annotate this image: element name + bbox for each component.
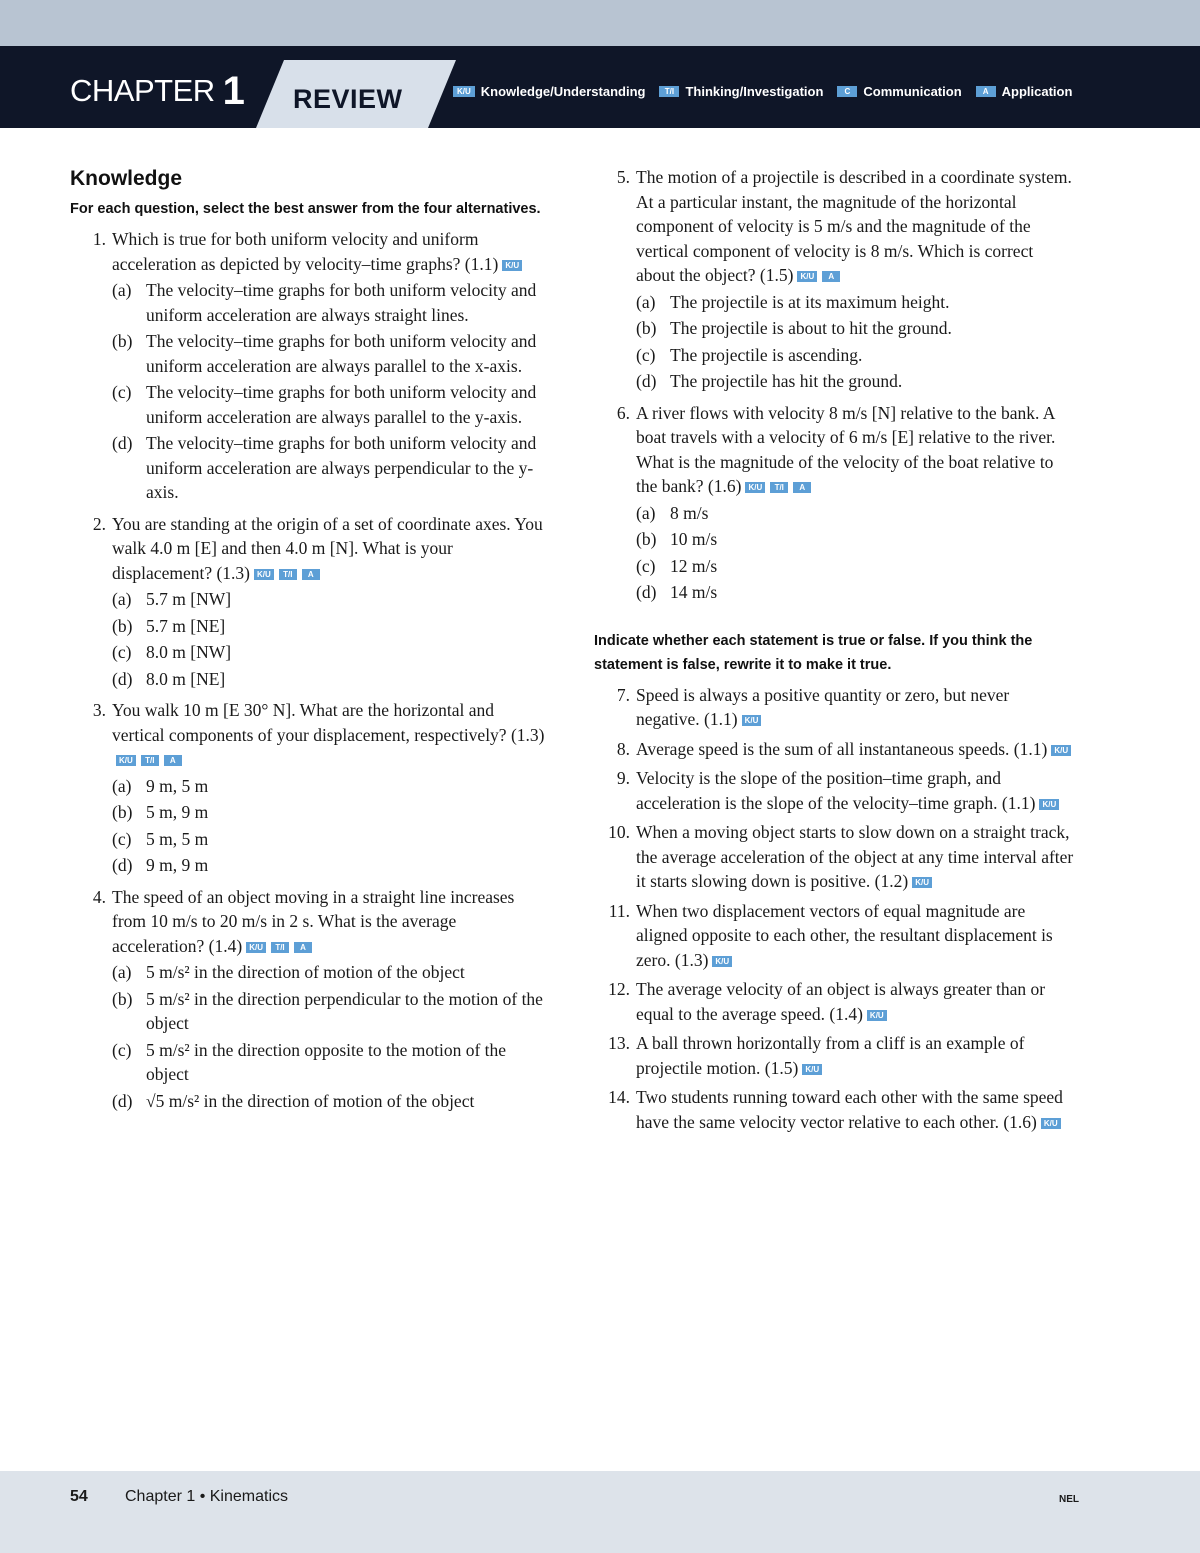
option-text: 5 m/s² in the direction opposite to the motion of the object <box>146 1039 507 1084</box>
option-label: (a) <box>112 962 132 982</box>
option-text: 14 m/s <box>670 582 718 602</box>
footer-band <box>0 1471 1200 1553</box>
option-label: (d) <box>112 855 133 875</box>
chapter-heading <box>0 54 270 128</box>
ti-tag: T/I <box>271 942 289 953</box>
option-label: (d) <box>112 433 133 453</box>
ku-tag: K/U <box>867 1010 887 1021</box>
legend-item <box>976 84 1073 99</box>
question-6 <box>594 401 1074 607</box>
option-d <box>112 431 550 505</box>
question-text: Which is true for both uniform velocity and uniform acceleration as depicted by velocity–time graphs? (1.1) <box>112 229 499 274</box>
option-label: (b) <box>112 615 133 636</box>
review-label: REVIEW <box>293 84 403 114</box>
option-d <box>636 369 1074 394</box>
question-text: When two displacement vectors of equal magnitude are aligned opposite to each other, the resultant displacement is zero. (1.3) <box>636 900 1053 970</box>
question-number: 12. <box>608 979 630 999</box>
question-number: 6. <box>616 402 630 423</box>
right-column <box>594 165 1074 1139</box>
question-14 <box>594 1085 1074 1134</box>
option-text: 5 m/s² in the direction perpendicular to the motion of the object <box>146 988 543 1033</box>
top-strip <box>0 0 1200 46</box>
option-label: (b) <box>112 331 133 351</box>
option-label: (a) <box>636 291 656 312</box>
option-text: The projectile is about to hit the ground. <box>670 318 952 338</box>
ti-tag: T/I <box>659 86 679 97</box>
question-text: When a moving object starts to slow down on a straight track, the average acceleration of the object at any time interval after it starts slowing down is positive. (1.2) <box>636 822 1074 891</box>
option-b <box>112 987 550 1036</box>
category-legend <box>453 84 1086 99</box>
a-tag: A <box>302 569 320 580</box>
question-number: 5. <box>616 167 630 187</box>
question-1 <box>70 227 550 507</box>
ku-tag: K/U <box>246 942 266 953</box>
question-text: Average speed is the sum of all instantaneous speeds. (1.1) <box>636 738 1048 759</box>
chapter-label: CHAPTER <box>70 73 215 108</box>
ti-tag: T/I <box>770 482 788 493</box>
ku-tag: K/U <box>254 569 274 580</box>
option-label: (b) <box>112 988 133 1009</box>
question-12 <box>594 977 1074 1026</box>
option-label: (c) <box>112 642 132 662</box>
a-tag: A <box>822 271 840 282</box>
question-number: 1. <box>92 229 106 249</box>
option-label: (c) <box>112 828 132 849</box>
ku-tag: K/U <box>116 755 136 766</box>
option-label: (a) <box>112 589 132 609</box>
c-tag: C <box>837 86 857 97</box>
option-text: 10 m/s <box>670 529 718 549</box>
option-d <box>112 1089 550 1114</box>
option-a <box>636 290 1074 315</box>
question-number: 4. <box>92 886 106 907</box>
question-text: A ball thrown horizontally from a cliff is an example of projectile motion. (1.5) <box>636 1033 1025 1078</box>
legend-label: Application <box>1001 84 1073 99</box>
option-label: (d) <box>112 668 133 689</box>
option-d <box>636 580 1074 605</box>
question-8 <box>594 737 1074 762</box>
left-column <box>70 165 550 1120</box>
question-2 <box>70 512 550 694</box>
option-c <box>636 343 1074 368</box>
a-tag: A <box>294 942 312 953</box>
option-label: (c) <box>112 1039 132 1060</box>
question-number: 11. <box>608 900 630 921</box>
option-text: 5 m/s² in the direction of motion of the object <box>146 962 465 982</box>
option-label: (d) <box>636 582 657 602</box>
question-3 <box>70 698 550 880</box>
legend-item <box>659 84 823 99</box>
option-c <box>112 640 550 665</box>
chapter-number: 1 <box>222 68 245 113</box>
option-text: The velocity–time graphs for both uniform velocity and uniform acceleration are always straight lines. <box>146 280 537 325</box>
option-a <box>112 960 550 985</box>
option-c <box>112 380 550 429</box>
ku-tag: K/U <box>1039 799 1059 810</box>
option-text: 5 m, 5 m <box>146 828 209 849</box>
a-tag: A <box>976 86 996 97</box>
option-label: (d) <box>636 371 657 391</box>
option-label: (c) <box>636 555 656 576</box>
question-text: The average velocity of an object is always greater than or equal to the average speed. (1.4) <box>636 979 1046 1024</box>
mc-instruction: For each question, select the best answer from the four alternatives. <box>70 201 541 217</box>
question-7 <box>594 683 1074 732</box>
question-number: 3. <box>92 700 106 720</box>
question-number: 9. <box>616 768 630 788</box>
legend-item <box>453 84 645 99</box>
publisher-mark: NEL <box>1059 1494 1079 1505</box>
question-number: 14. <box>608 1087 630 1107</box>
option-c <box>112 827 550 852</box>
option-a <box>636 501 1074 526</box>
ku-tag: K/U <box>502 260 522 271</box>
question-9 <box>594 766 1074 815</box>
question-number: 8. <box>616 738 630 759</box>
ku-tag: K/U <box>1041 1118 1061 1129</box>
option-a <box>112 587 550 612</box>
option-text: The velocity–time graphs for both uniform velocity and uniform acceleration are always parallel to the x-axis. <box>146 331 537 376</box>
question-number: 7. <box>616 684 630 705</box>
option-text: 5.7 m [NE] <box>146 615 226 636</box>
question-13 <box>594 1031 1074 1080</box>
option-label: (a) <box>636 502 656 523</box>
option-label: (a) <box>112 775 132 796</box>
ti-tag: T/I <box>279 569 297 580</box>
ku-tag: K/U <box>802 1064 822 1075</box>
option-text: 5 m, 9 m <box>146 802 209 822</box>
question-number: 2. <box>92 513 106 534</box>
option-label: (c) <box>112 382 132 402</box>
option-c <box>636 554 1074 579</box>
option-label: (c) <box>636 344 656 365</box>
question-number: 10. <box>608 822 630 842</box>
option-label: (b) <box>636 318 657 338</box>
ku-tag: K/U <box>912 877 932 888</box>
ku-tag: K/U <box>742 715 762 726</box>
question-text: Velocity is the slope of the position–time graph, and acceleration is the slope of the velocity–time graph. (1.1) <box>636 768 1036 813</box>
option-label: (a) <box>112 280 132 300</box>
legend-label: Knowledge/Understanding <box>480 84 646 99</box>
question-11 <box>594 899 1074 973</box>
ku-tag: K/U <box>453 86 475 97</box>
option-label: (b) <box>636 529 657 549</box>
question-number: 13. <box>608 1033 630 1053</box>
option-d <box>112 667 550 692</box>
option-text: 9 m, 5 m <box>146 775 209 796</box>
option-text: The projectile is at its maximum height. <box>670 291 950 312</box>
option-text: √5 m/s² in the direction of motion of the object <box>146 1090 475 1111</box>
option-b <box>112 329 550 378</box>
option-a <box>112 278 550 327</box>
option-text: The projectile has hit the ground. <box>670 371 903 391</box>
option-label: (b) <box>112 802 133 822</box>
option-b <box>636 527 1074 552</box>
question-text: You are standing at the origin of a set of coordinate axes. You walk 4.0 m [E] and then 4.0 m [N]. What is your displacement? (1.3) <box>112 513 543 583</box>
question-10 <box>594 820 1074 894</box>
question-text: Two students running toward each other with the same speed have the same velocity vector relative to each other. (1.6) <box>636 1087 1063 1132</box>
question-5 <box>594 165 1074 396</box>
question-text: A river flows with velocity 8 m/s [N] relative to the bank. A boat travels with a velocity of 6 m/s [E] relative to the river. What is the magnitude of the velocity of the boat relative to the bank? (1.6) <box>636 402 1056 496</box>
ku-tag: K/U <box>1051 745 1071 756</box>
option-a <box>112 774 550 799</box>
option-b <box>636 316 1074 341</box>
option-text: The velocity–time graphs for both uniform velocity and uniform acceleration are always parallel to the y-axis. <box>146 382 537 427</box>
option-c <box>112 1038 550 1087</box>
option-text: 8.0 m [NE] <box>146 668 226 689</box>
legend-item <box>837 84 961 99</box>
question-text: Speed is always a positive quantity or zero, but never negative. (1.1) <box>636 684 1010 729</box>
option-text: 9 m, 9 m <box>146 855 209 875</box>
page-number: 54 <box>70 1488 88 1505</box>
ku-tag: K/U <box>797 271 817 282</box>
question-text: The speed of an object moving in a straight line increases from 10 m/s to 20 m/s in 2 s. What is the average acceleration? (1.4) <box>112 886 515 956</box>
option-text: The velocity–time graphs for both uniform velocity and uniform acceleration are always perpendicular to the y-axis. <box>146 433 537 502</box>
question-4 <box>70 885 550 1116</box>
legend-label: Communication <box>863 84 962 99</box>
option-label: (d) <box>112 1090 133 1111</box>
ku-tag: K/U <box>712 956 732 967</box>
question-text: You walk 10 m [E 30° N]. What are the horizontal and vertical components of your displacement, respectively? (1.3) <box>112 700 545 745</box>
option-text: 8 m/s <box>670 502 709 523</box>
a-tag: A <box>164 755 182 766</box>
option-d <box>112 853 550 878</box>
option-text: 12 m/s <box>670 555 718 576</box>
option-b <box>112 800 550 825</box>
chapter-reference: Chapter 1 • Kinematics <box>125 1488 289 1505</box>
question-text: The motion of a projectile is described in a coordinate system. At a particular instant, the magnitude of the horizontal component of velocity is 5 m/s and the magnitude of the vertical component of velocity is 8 m/s. Which is correct about the object? (1.5) <box>636 167 1072 285</box>
option-b <box>112 614 550 639</box>
option-text: 8.0 m [NW] <box>146 642 232 662</box>
option-text: The projectile is ascending. <box>670 344 863 365</box>
section-title: Knowledge <box>70 167 183 190</box>
ti-tag: T/I <box>141 755 159 766</box>
option-text: 5.7 m [NW] <box>146 589 232 609</box>
ku-tag: K/U <box>745 482 765 493</box>
a-tag: A <box>793 482 811 493</box>
legend-label: Thinking/Investigation <box>685 84 824 99</box>
tf-instruction: Indicate whether each statement is true or false. If you think the statement is false, rewrite it to make it true. <box>594 632 1033 673</box>
